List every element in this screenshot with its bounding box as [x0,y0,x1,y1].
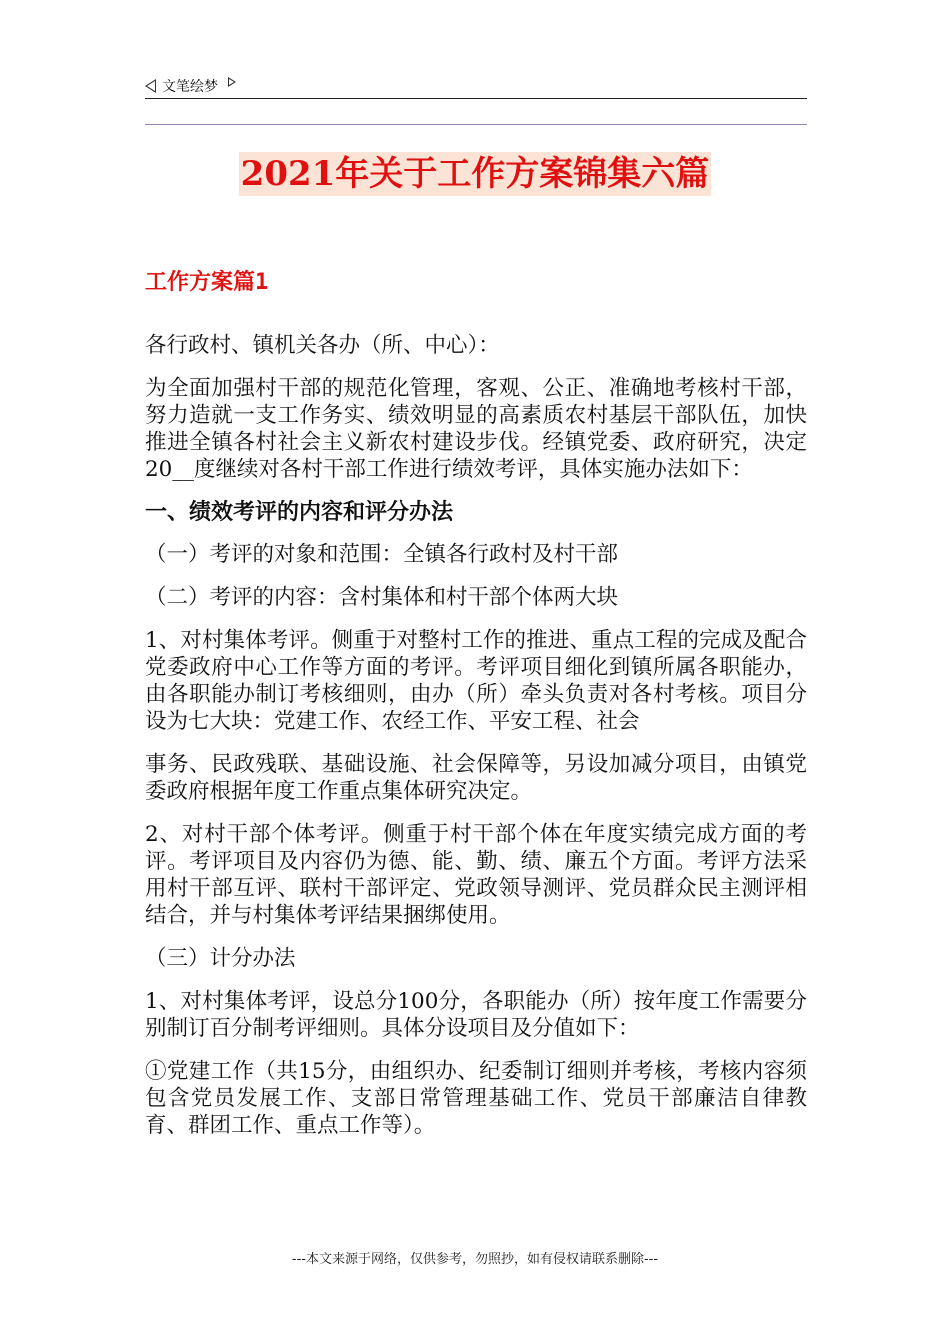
page-header [145,74,807,98]
section-heading: 一、绩效考评的内容和评分办法 [145,500,454,525]
paragraph: 2、对村干部个体考评。侧重于村干部个体在年度实绩完成方面的考评。考评项目及内容仍为德、能、勤、绩、廉五个方面。考评方法采用村干部互评、联村干部评定、党政领导测评、党员群众民主测评相结合，并与村集体考评结果捆绑使用。 [145,822,807,928]
header-rule [145,98,807,99]
document-title-wrap [0,152,950,196]
paragraph: （三）计分办法 [145,946,296,971]
paragraph: 事务、民政残联、基础设施、社会保障等，另设加减分项目，由镇党委政府根据年度工作重点集体研究决定。 [145,752,807,804]
triangle-left-icon [145,79,156,93]
paragraph: 为全面加强村干部的规范化管理，客观、公正、准确地考核村干部，努力造就一支工作务实、绩效明显的高素质农村基层干部队伍，加快推进全镇各村社会主义新农村建设步伐。经镇党委、政府研究，决定20__度继续对各村干部工作进行绩效考评，具体实施办法如下： [145,376,807,482]
paragraph: 各行政村、镇机关各办（所、中心）： [145,333,500,358]
triangle-right-icon [228,77,236,87]
header-brand: 文笔绘梦 [162,79,218,95]
header-divider [145,124,807,125]
document-title: 2021年关于工作方案锦集六篇 [240,154,710,194]
paragraph: （一）考评的对象和范围：全镇各行政村及村干部 [145,542,619,567]
paragraph: 1、对村集体考评。侧重于对整村工作的推进、重点工程的完成及配合党委政府中心工作等方面的考评。考评项目细化到镇所属各职能办，由各职能办制订考核细则，由办（所）牵头负责对各村考核。项目分设为七大块：党建工作、农经工作、平安工程、社会 [145,628,807,734]
paragraph: （二）考评的内容：含村集体和村干部个体两大块 [145,585,619,610]
document-body [145,268,807,1155]
paragraph-list [145,332,807,1139]
page-footer: ---本文来源于网络，仅供参考，勿照抄，如有侵权请联系删除--- [291,1252,659,1267]
section-title: 工作方案篇1 [145,270,269,295]
paragraph: ①党建工作（共15分，由组织办、纪委制订细则并考核，考核内容须包含党员发展工作、支部日常管理基础工作、党员干部廉洁自律教育、群团工作、重点工作等）。 [145,1059,807,1138]
paragraph: 1、对村集体考评，设总分100分，各职能办（所）按年度工作需要分别制订百分制考评细则。具体分设项目及分值如下： [145,989,807,1041]
